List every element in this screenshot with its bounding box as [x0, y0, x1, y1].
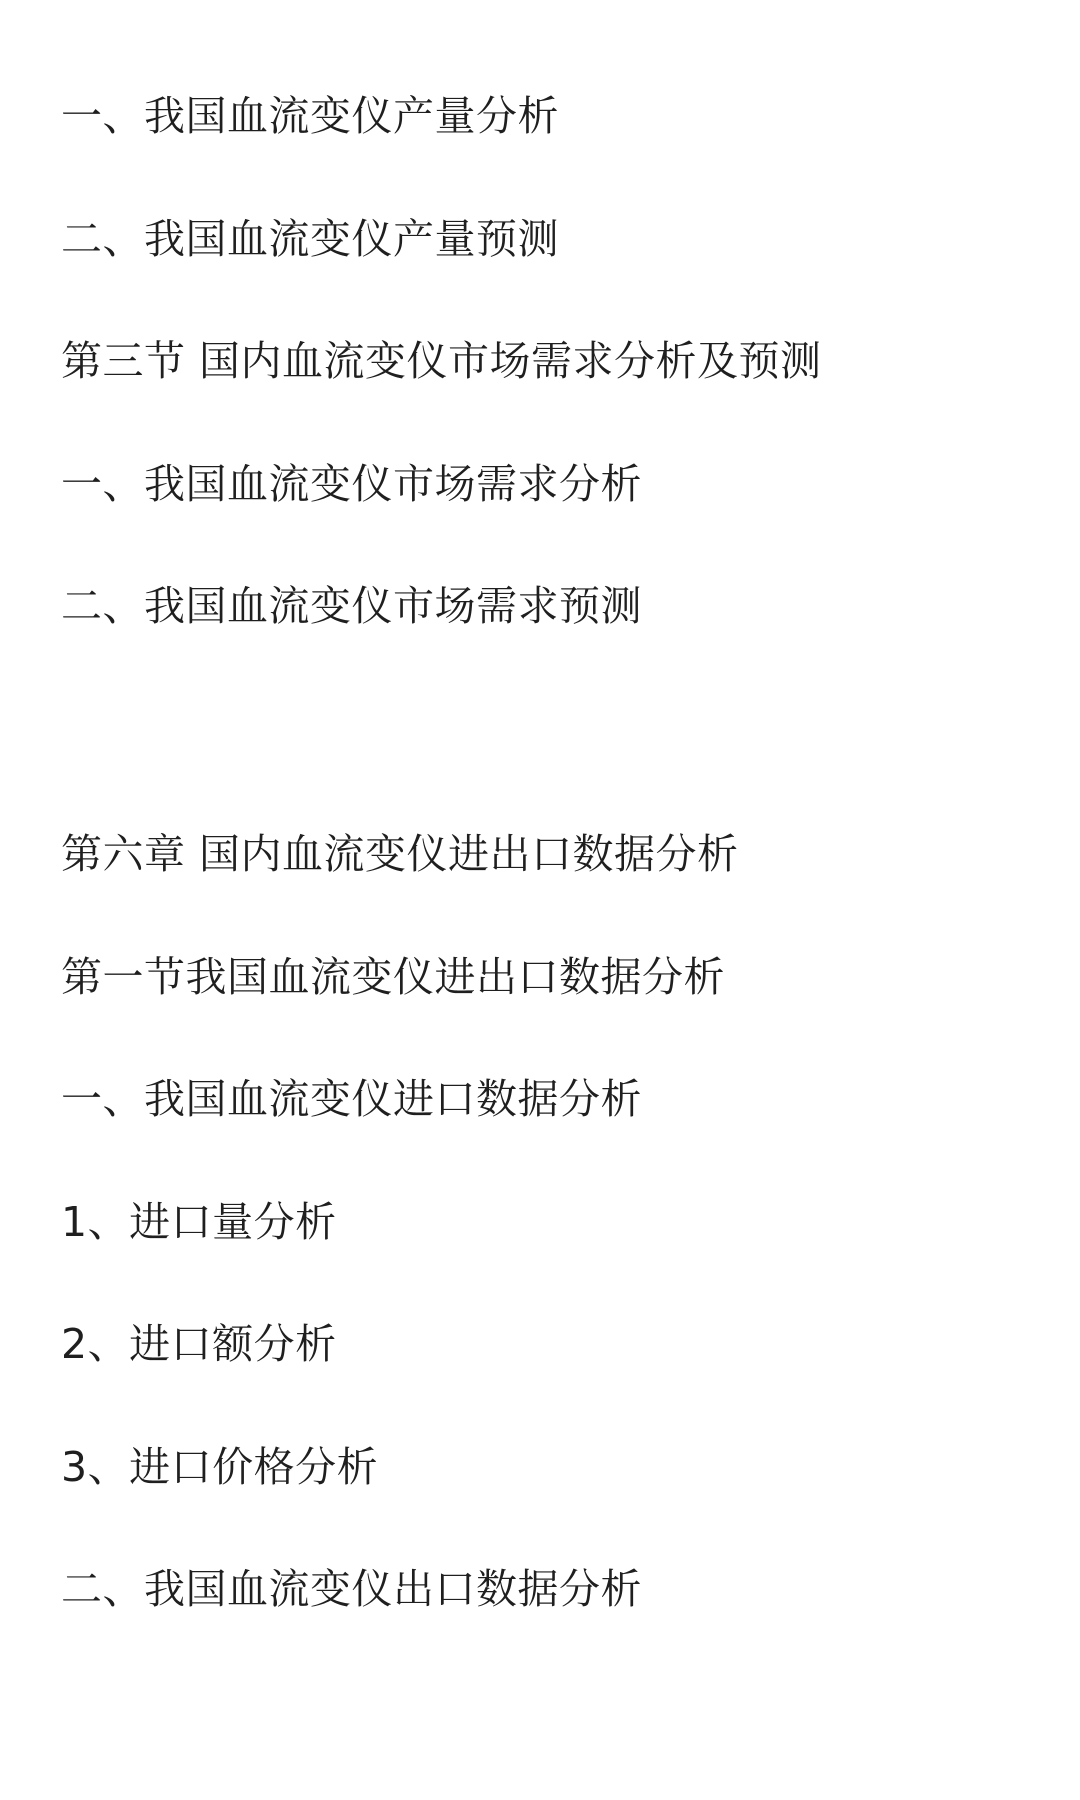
toc-line-import-value: 2、进口额分析 [61, 1320, 337, 1368]
toc-line-section-1: 第一节我国血流变仪进出口数据分析 [61, 953, 725, 1001]
toc-line-import-price: 3、进口价格分析 [61, 1443, 379, 1491]
toc-line-production-forecast: 二、我国血流变仪产量预测 [61, 215, 559, 263]
toc-line-section-3: 第三节 国内血流变仪市场需求分析及预测 [61, 337, 822, 385]
toc-line-production-analysis: 一、我国血流变仪产量分析 [61, 92, 559, 140]
toc-line-demand-analysis: 一、我国血流变仪市场需求分析 [61, 460, 642, 508]
toc-line-export-analysis: 二、我国血流变仪出口数据分析 [61, 1565, 642, 1613]
toc-line-import-analysis: 一、我国血流变仪进口数据分析 [61, 1075, 642, 1123]
toc-line-chapter-6: 第六章 国内血流变仪进出口数据分析 [61, 830, 739, 878]
toc-line-demand-forecast: 二、我国血流变仪市场需求预测 [61, 582, 642, 630]
toc-line-import-volume: 1、进口量分析 [61, 1198, 337, 1246]
table-of-contents [61, 0, 1061, 1800]
